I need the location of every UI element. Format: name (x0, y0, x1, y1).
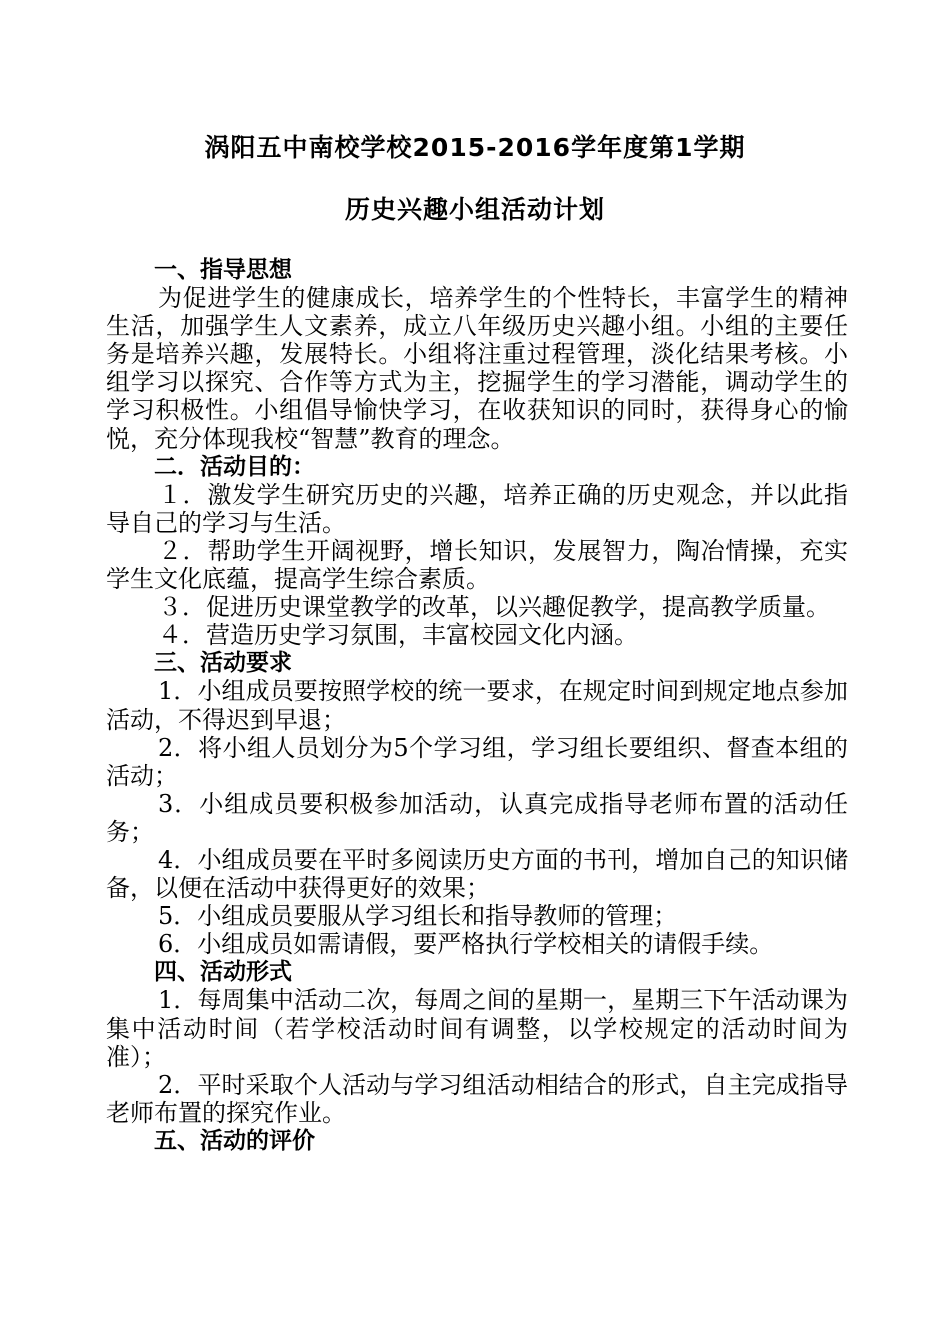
paragraph: 6．小组成员如需请假，要严格执行学校相关的请假手续。 (158, 930, 774, 959)
document-subtitle: 历史兴趣小组活动计划 (344, 195, 605, 224)
paragraph: 为促进学生的健康成长，培养学生的个性特长，丰富学生的精神生活，加强学生人文素养，成立八年级历史兴趣小组。小组的主要任务是培养兴趣，发展特长。小组将注重过程管理，淡化结果考核。小组学习以探究、合作等方式为主，挖掘学生的学习潜能，调动学生的学习积极性。小组倡导愉快学习，在收获知识的同时，获得身心的愉悦，充分体现我校“智慧”教育的理念。 (106, 284, 848, 453)
section-heading: 三、活动要求 (154, 650, 292, 677)
paragraph: ３．促进历史课堂教学的改革，以兴趣促教学，提高教学质量。 (158, 593, 830, 622)
section-heading: 五、活动的评价 (154, 1127, 315, 1154)
document-body (106, 256, 848, 1155)
paragraph: 4．小组成员要在平时多阅读历史方面的书刊，增加自己的知识储备，以便在活动中获得更好的效果； (106, 845, 848, 903)
paragraph: ２．帮助学生开阔视野，增长知识，发展智力，陶冶情操，充实学生文化底蕴，提高学生综合素质。 (106, 536, 848, 594)
paragraph: 1．每周集中活动二次，每周之间的星期一，星期三下午活动课为集中活动时间（若学校活动时间有调整，以学校规定的活动时间为准）； (106, 986, 848, 1071)
section-heading: 二．活动目的： (154, 453, 315, 480)
paragraph: １．激发学生研究历史的兴趣，培养正确的历史观念，并以此指导自己的学习与生活。 (106, 480, 848, 537)
paragraph: 1．小组成员要按照学校的统一要求，在规定时间到规定地点参加活动，不得迟到早退； (106, 677, 848, 734)
paragraph: 3．小组成员要积极参加活动，认真完成指导老师布置的活动任务； (106, 789, 848, 846)
paragraph: 2．平时采取个人活动与学习组活动相结合的形式，自主完成指导老师布置的探究作业。 (106, 1070, 848, 1127)
paragraph: ４．营造历史学习氛围，丰富校园文化内涵。 (158, 621, 638, 650)
section-heading: 四、活动形式 (154, 959, 292, 986)
section-heading: 一、指导思想 (154, 257, 292, 283)
paragraph: 2．将小组人员划分为5个学习组，学习组长要组织、督查本组的活动； (106, 733, 848, 790)
document-title: 涡阳五中南校学校2015-2016学年度第1学期 (204, 133, 746, 162)
paragraph: 5．小组成员要服从学习组长和指导教师的管理； (158, 902, 678, 931)
